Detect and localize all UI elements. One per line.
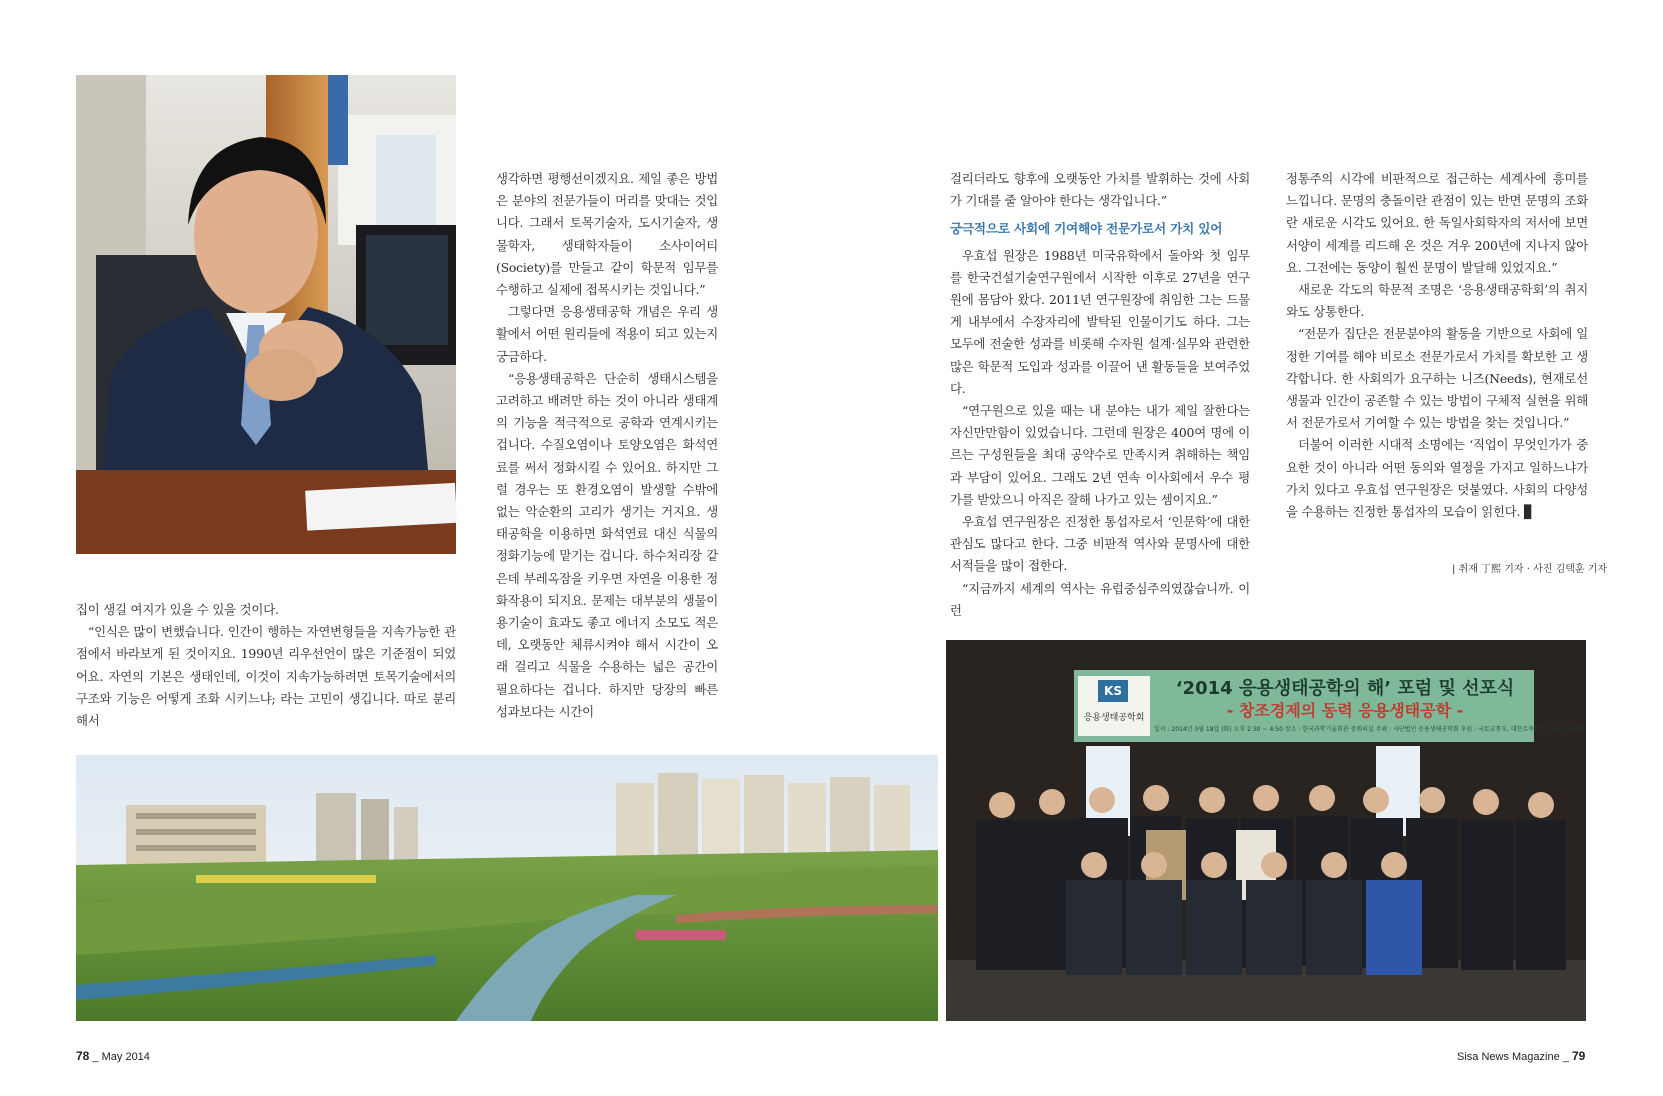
group-illustration xyxy=(946,640,1586,1021)
article-col4 xyxy=(1286,168,1588,523)
footer-right xyxy=(1457,1049,1585,1063)
portrait-photo xyxy=(76,75,456,554)
portrait-illustration xyxy=(76,75,456,554)
article-col3 xyxy=(950,168,1250,622)
paragraph: 집이 생길 여지가 있을 수 있을 것이다. xyxy=(76,602,279,617)
paragraph: 더불어 이러한 시대적 소명에는 ‘직업이 무엇인가가 중요한 것이 아니라 어떤 동의와 열정을 가지고 일하느냐가 가치 있다고 우효섭 연구원장은 덧붙였다. 사회의 다양성을 수용하는 진정한 통섭자의 모습이 읽힌다. ▊ xyxy=(1286,437,1588,520)
paragraph: 그렇다면 응용생태공학 개념은 우리 생활에서 어떤 원리들에 적용이 되고 있는지 궁금하다. xyxy=(496,304,718,364)
paragraph: “전문가 집단은 전문분야의 활동을 기반으로 사회에 일정한 기여를 해야 비로소 전문가로서 가치를 확보한 고 생각합니다. 한 사회의가 요구하는 니즈(Needs), 현재로선 생물과 인간이 공존할 수 있는 방법이 구체적 실현을 위해서 전문가로서 기여할 수 있는 방법을 찾는 것입니다.” xyxy=(1286,326,1588,431)
forum-group-photo xyxy=(946,640,1586,1021)
paragraph: 새로운 각도의 학문적 조명은 ‘응용생태공학회’의 취지와도 상통한다. xyxy=(1286,282,1588,320)
footer-separator: _ xyxy=(92,1051,99,1063)
paragraph: 걸리더라도 향후에 오랫동안 가치를 발휘하는 것에 사회가 기대를 줄 알아야 한다는 생각입니다.” xyxy=(950,171,1250,209)
logo-label: 응용생태공학회 xyxy=(1083,713,1145,723)
paragraph: 우효섭 원장은 1988년 미국유학에서 돌아와 첫 임무를 한국건설기술연구원에서 시작한 이후로 27년을 연구원에 몸담아 왔다. 2011년 연구원장에 취임한 그는 드물게 내부에서 수장자리에 발탁된 인물이기도 하다. 그는 모두에 전술한 성과를 비롯해 수자원 설계·실무와 관련한 많은 학문적 도입과 성과를 이끌어 낸 활동들을 보여주었다. xyxy=(950,247,1250,396)
photo-credit: | 취재 丁熙 기자 · 사진 김택훈 기자 xyxy=(1452,564,1608,575)
paragraph: “연구원으로 있을 때는 내 분야는 내가 제일 잘한다는 자신만만함이 있었습니다. 그런데 원장은 400여 명에 이르는 구성원들을 최대 공약수로 만족시켜 취해하는 책임과 부담이 있어요. 그래도 2년 연속 이사회에서 우수 평가를 받았으니 아직은 잘해 나가고 있는 셈이지요.” xyxy=(950,403,1250,507)
stream-park-photo xyxy=(76,755,938,1021)
footer-left xyxy=(76,1049,150,1063)
banner-title: ‘2014 응용생태공학의 해’ 포럼 및 선포식 xyxy=(1175,678,1515,699)
banner-detail: 일시 : 2014년 3월 18일 (화) 오후 2:30 ~ 4:50 장소 : 한국과학기술회관 중회의실 주최 : 사단법인 응용생태공학회 후원 : 국토교통부, 대한토목학회, 한국생태학회 xyxy=(1154,726,1585,733)
paragraph: “지금까지 세계의 역사는 유럽중심주의였잖습니까. 이런 xyxy=(950,580,1250,618)
article-col1 xyxy=(76,599,456,732)
ks-logo-icon: KS xyxy=(1098,680,1128,702)
page-number-left: 78 xyxy=(76,1049,90,1063)
footer-separator: _ xyxy=(1562,1051,1569,1063)
paragraph: 생각하면 평행선이겠지요. 제일 좋은 방법은 분야의 전문가들이 머리를 맞대는 것입니다. 그래서 토목기술자, 도시기술자, 생물학자, 생태학자들이 소사이어티(Society)를 만들고 같이 학문적 임무를 수행하고 실제에 접목시키는 것입니다.” xyxy=(496,171,718,298)
paragraph: “응용생태공학은 단순히 생태시스템을 고려하고 배려만 하는 것이 아니라 생태계의 기능을 적극적으로 공학과 연계시키는 겁니다. 수질오염이나 토양오염은 화석연료를 써서 정화시킬 수 있어요. 하지만 그럴 경우는 또 환경오염이 발생할 수밖에 없는 악순환의 고리가 생기는 거지요. 생태공학을 이용하면 화석연료 대신 식물의 정화기능에 맡기는 겁니다. 하수처리장 같은데 부레옥잠을 키우면 자연을 이용한 정화작용이 되지요. 문제는 대부분의 생물이용기술이 효과도 좋고 에너지 소모도 적은데, 오랫동안 체류시켜야 해서 시간이 오래 걸리고 식물을 수용하는 넓은 공간이 필요하다는 겁니다. 하지만 당장의 빠른 성과보다는 시간이 xyxy=(496,370,718,719)
paragraph: 정통주의 시각에 비판적으로 접근하는 세계사에 흥미를 느낍니다. 문명의 충돌이란 관점이 있는 반면 문명의 조화란 새로운 시각도 있어요. 한 독일사회학자의 저서에 보면 서양이 세계를 리드해 온 것은 겨우 200년에 지나지 않아요. 그전에는 동양이 훨씬 문명이 발달해 있었지요.” xyxy=(1286,171,1588,275)
paragraph: “인식은 많이 변했습니다. 인간이 행하는 자연변형들을 지속가능한 관점에서 바라보게 된 것이지요. 1990년 리우선언이 많은 기준점이 되었어요. 자연의 기본은 생태인데, 이것이 지속가능하려면 토목기술에서의 구조와 기능은 어떻게 조화 시키느냐; 라는 고민이 생깁니다. 따로 분리해서 xyxy=(76,624,456,729)
paragraph: 우효섭 연구원장은 진정한 통섭자로서 ‘인문학’에 대한 관심도 많다고 한다. 그중 비판적 역사와 문명사에 대한 서적들을 많이 접한다. xyxy=(950,514,1250,574)
issue-date: May 2014 xyxy=(101,1051,150,1063)
section-subheading: 궁극적으로 사회에 기여해야 전문가로서 가치 있어 xyxy=(950,221,1223,237)
stream-illustration xyxy=(76,755,938,1021)
magazine-name: Sisa News Magazine xyxy=(1457,1051,1560,1063)
page-number-right: 79 xyxy=(1571,1049,1586,1063)
banner-subtitle: - 창조경제의 동력 응용생태공학 - xyxy=(1226,701,1464,720)
article-col2 xyxy=(496,168,718,723)
